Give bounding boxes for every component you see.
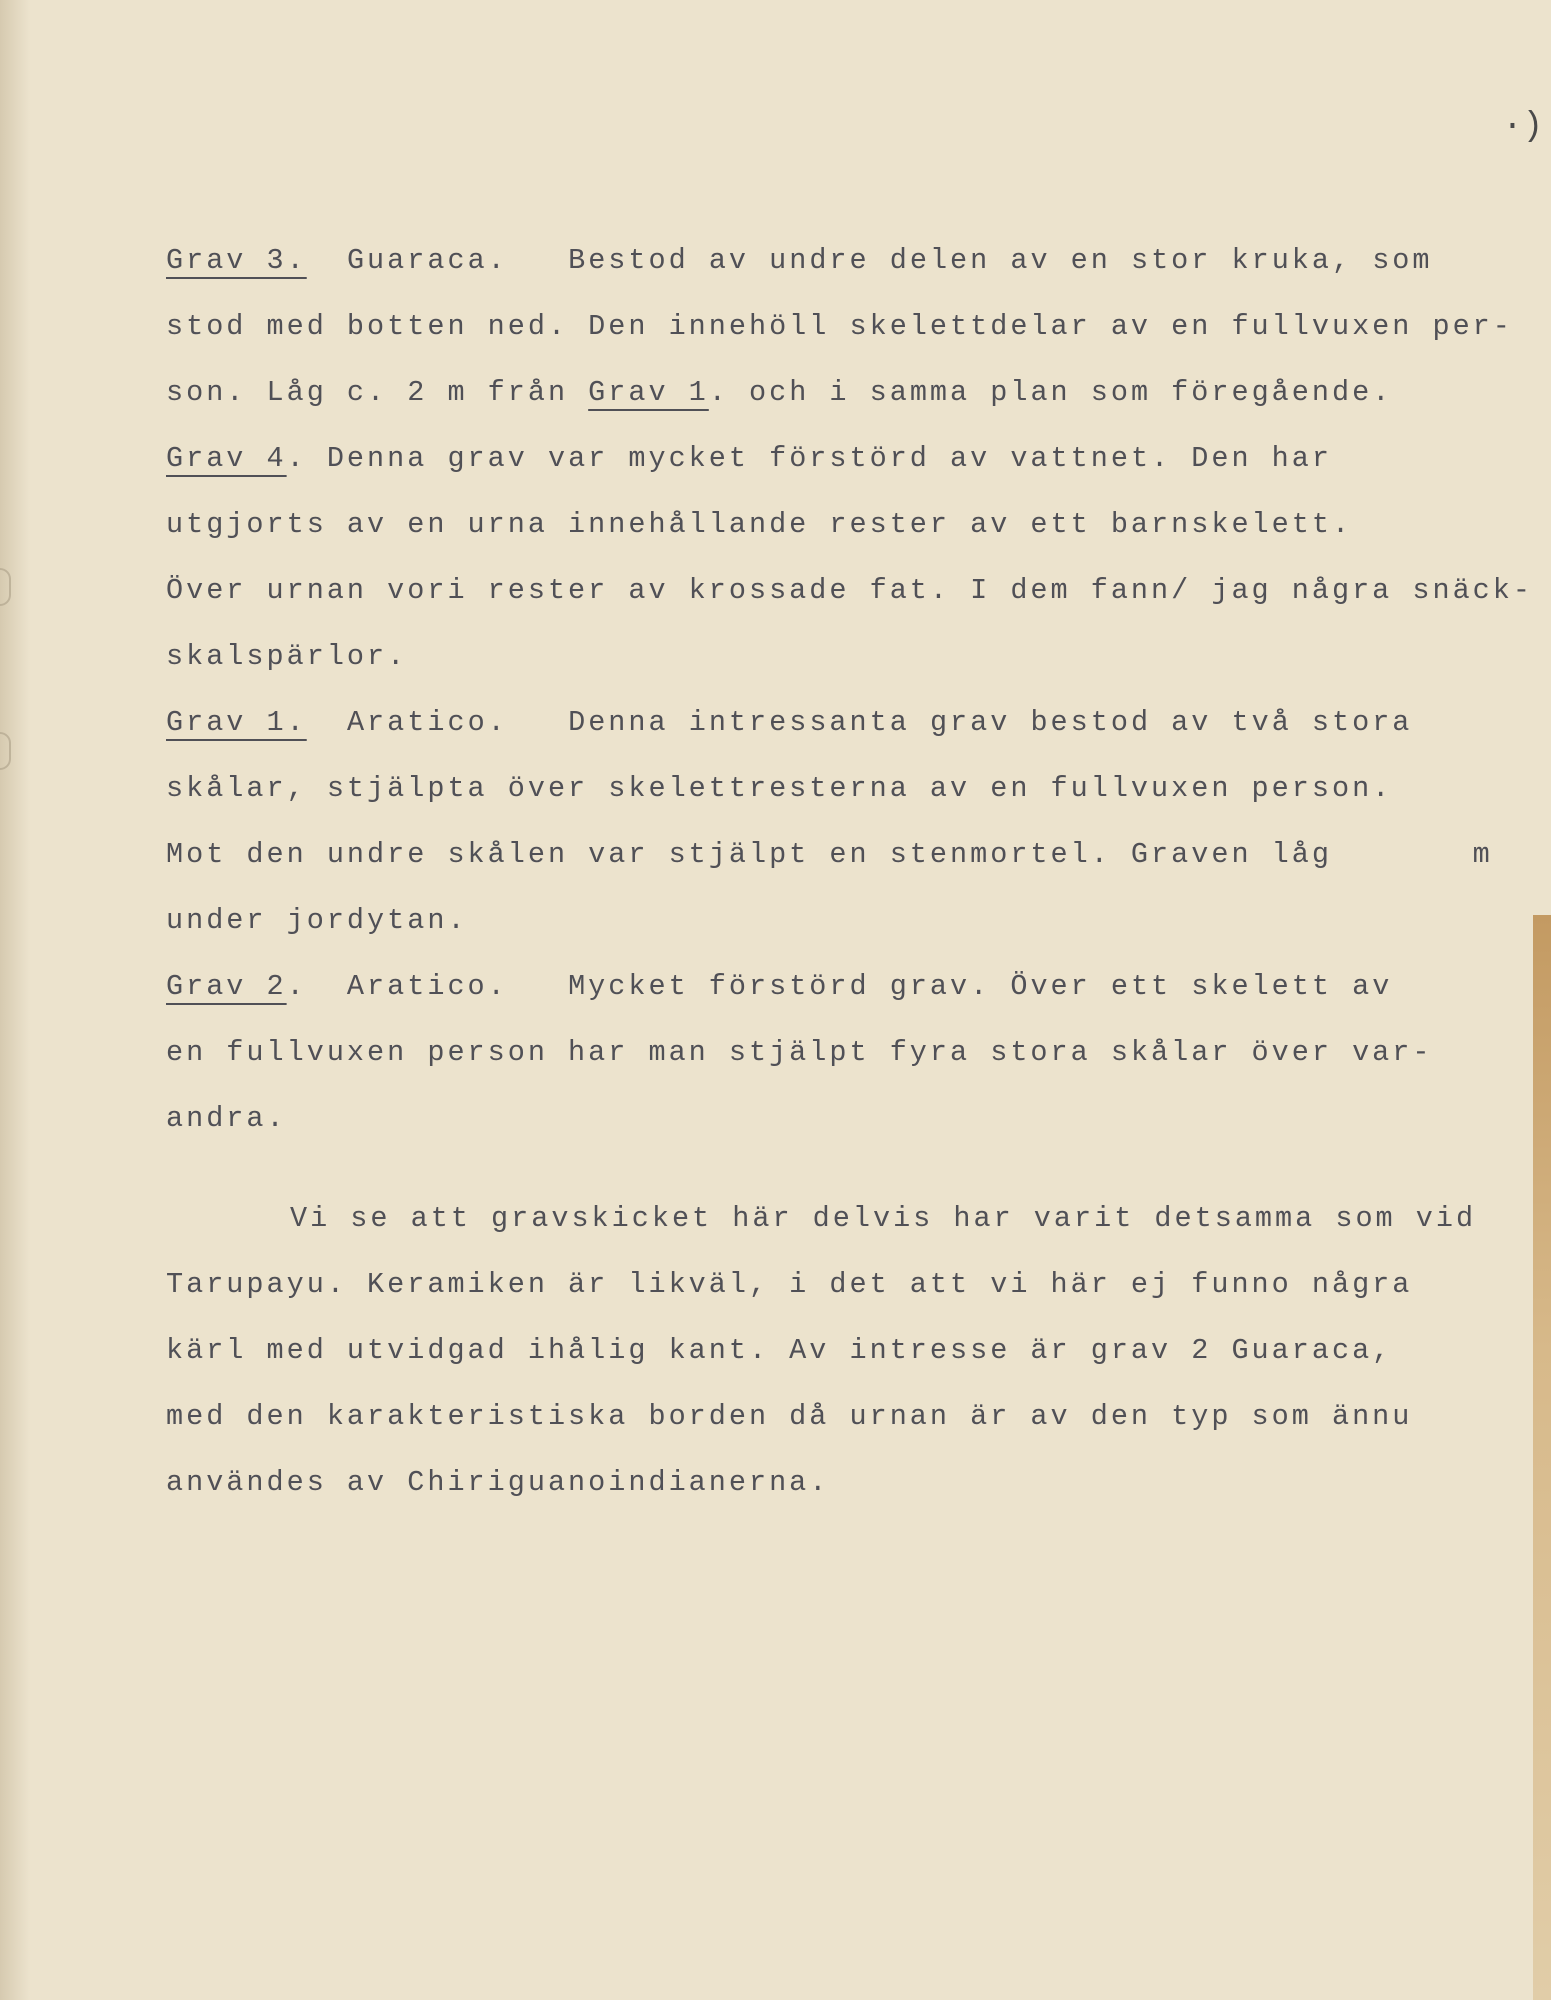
text-line: under jordytan.	[166, 904, 468, 937]
corner-mark: ·)	[1502, 108, 1543, 146]
grav-3-line-1: Bestod av undre delen av en stor kruka, som	[568, 244, 1433, 277]
binding-hole-mark	[0, 732, 11, 770]
text-line	[166, 228, 1526, 294]
text-line: skålar, stjälpta över skelettresterna av en fullvuxen person.	[166, 772, 1393, 805]
grav-1-line-1: Denna intressanta grav bestod av två stora	[568, 706, 1413, 739]
text-line: med den karakteristiska borden då urnan är av den typ som ännu	[166, 1400, 1413, 1433]
binding-hole-mark	[0, 568, 11, 606]
grav-3-heading: Grav 3.	[166, 244, 307, 277]
grav-2-heading: Grav 2	[166, 970, 287, 1003]
text-line: andra.	[166, 1102, 287, 1135]
grav-2-place: . Aratico.	[286, 970, 508, 1003]
paragraph-gap	[166, 1152, 1526, 1186]
text-line: en fullvuxen person har man stjälpt fyra stora skålar över var-	[166, 1036, 1433, 1069]
grav-3-place: Guaraca.	[346, 244, 508, 277]
text-line: kärl med utvidgad ihålig kant. Av intresse är grav 2 Guaraca,	[166, 1334, 1393, 1367]
grav-2-line-1: Mycket förstörd grav. Över ett skelett av	[568, 970, 1393, 1003]
text-line: Vi se att gravskicket här delvis har varit detsamma som vid	[290, 1202, 1477, 1235]
grav-1-reference: Grav 1	[588, 376, 709, 409]
grav-4-heading: Grav 4	[166, 442, 287, 475]
grav-3-line-3: son. Låg c. 2 m från	[166, 376, 589, 409]
text-line	[166, 690, 1526, 756]
grav-1-place: Aratico.	[346, 706, 508, 739]
page-edge-stain	[1533, 915, 1551, 2000]
text-line: Mot den undre skålen var stjälpt en stenmortel. Graven låg m	[166, 838, 1493, 871]
grav-1-heading: Grav 1.	[166, 706, 307, 739]
text-line: skalspärlor.	[166, 640, 408, 673]
text-line: Över urnan vori rester av krossade fat. I dem fann/ jag några snäck-	[166, 574, 1533, 607]
text-line	[166, 426, 1526, 492]
grav-3-line-3-end: . och i samma plan som föregående.	[708, 376, 1393, 409]
text-line: Tarupayu. Keramiken är likväl, i det att vi här ej funno några	[166, 1268, 1413, 1301]
typewritten-text	[166, 228, 1533, 1516]
grav-4-line-1: . Denna grav var mycket förstörd av vattnet. Den har	[286, 442, 1332, 475]
text-line: användes av Chiriguanoindianerna.	[166, 1466, 830, 1499]
text-line	[166, 360, 1526, 426]
text-line: utgjorts av en urna innehållande rester av ett barnskelett.	[166, 508, 1353, 541]
page-left-shadow	[0, 0, 30, 2000]
text-line	[166, 954, 1526, 1020]
text-line: stod med botten ned. Den innehöll skelettdelar av en fullvuxen per-	[166, 310, 1513, 343]
